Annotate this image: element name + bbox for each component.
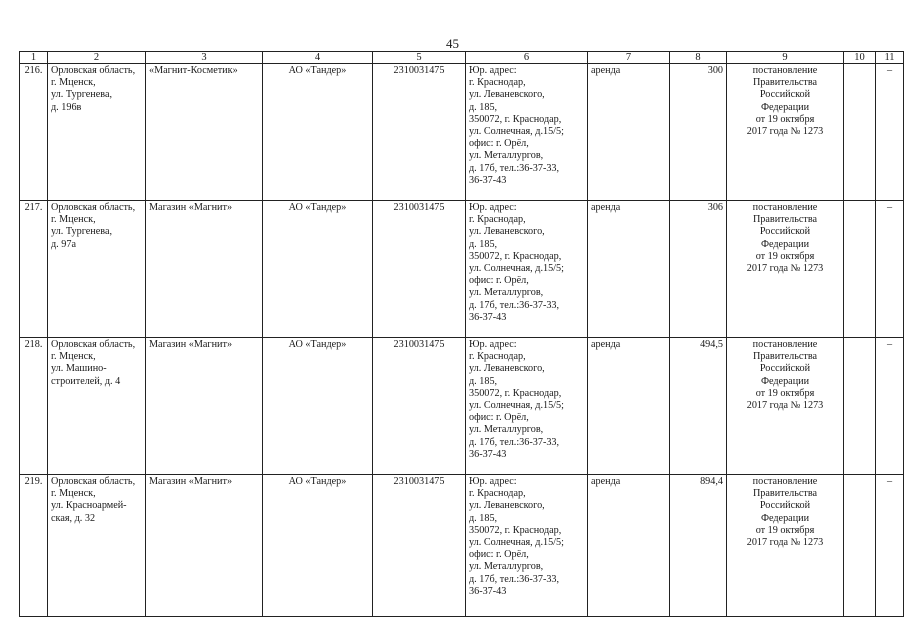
row-number: 218. xyxy=(20,338,48,475)
column-header: 9 xyxy=(727,52,844,64)
column-11-cell: – xyxy=(876,338,904,475)
object-address: Орловская область, г. Мценск, ул. Тургенева, д. 196в xyxy=(48,64,146,201)
column-header: 11 xyxy=(876,52,904,64)
registry-table xyxy=(19,51,904,617)
column-header: 5 xyxy=(373,52,466,64)
column-header: 10 xyxy=(844,52,876,64)
table-row xyxy=(20,64,904,201)
column-header: 8 xyxy=(670,52,727,64)
owner-contacts: Юр. адрес: г. Краснодар, ул. Леваневского, д. 185, 350072, г. Краснодар, ул. Солнечная, д.15/5; офис: г. Орёл, ул. Металлургов, д. 17б, тел.:36-37-33, 36-37-43 xyxy=(466,64,588,201)
object-address: Орловская область, г. Мценск, ул. Тургенева, д. 97а xyxy=(48,201,146,338)
owner-inn: 2310031475 xyxy=(373,475,466,617)
object-name: Магазин «Магнит» xyxy=(146,201,263,338)
object-name: «Магнит-Косметик» xyxy=(146,64,263,201)
column-header: 7 xyxy=(588,52,670,64)
owner-name: АО «Тандер» xyxy=(263,475,373,617)
table-row xyxy=(20,338,904,475)
usage-basis: аренда xyxy=(588,201,670,338)
table-row xyxy=(20,201,904,338)
object-name: Магазин «Магнит» xyxy=(146,338,263,475)
usage-basis: аренда xyxy=(588,64,670,201)
owner-inn: 2310031475 xyxy=(373,338,466,475)
page-number: 45 xyxy=(446,36,459,51)
object-name: Магазин «Магнит» xyxy=(146,475,263,617)
column-header: 6 xyxy=(466,52,588,64)
table-row xyxy=(20,475,904,617)
column-10-cell xyxy=(844,64,876,201)
column-10-cell xyxy=(844,201,876,338)
owner-contacts: Юр. адрес: г. Краснодар, ул. Леваневского, д. 185, 350072, г. Краснодар, ул. Солнечная, д.15/5; офис: г. Орёл, ул. Металлургов, д. 17б, тел.:36-37-33, 36-37-43 xyxy=(466,201,588,338)
owner-inn: 2310031475 xyxy=(373,201,466,338)
column-number-row xyxy=(20,52,904,64)
owner-name: АО «Тандер» xyxy=(263,64,373,201)
object-address: Орловская область, г. Мценск, ул. Машино- строителей, д. 4 xyxy=(48,338,146,475)
column-10-cell xyxy=(844,338,876,475)
row-number: 219. xyxy=(20,475,48,617)
column-11-cell: – xyxy=(876,475,904,617)
column-11-cell: – xyxy=(876,64,904,201)
row-number: 217. xyxy=(20,201,48,338)
usage-basis: аренда xyxy=(588,338,670,475)
column-header: 4 xyxy=(263,52,373,64)
object-area: 894,4 xyxy=(670,475,727,617)
column-10-cell xyxy=(844,475,876,617)
object-area: 494,5 xyxy=(670,338,727,475)
owner-contacts: Юр. адрес: г. Краснодар, ул. Леваневского, д. 185, 350072, г. Краснодар, ул. Солнечная, д.15/5; офис: г. Орёл, ул. Металлургов, д. 17б, тел.:36-37-33, 36-37-43 xyxy=(466,338,588,475)
column-header: 3 xyxy=(146,52,263,64)
object-area: 300 xyxy=(670,64,727,201)
object-area: 306 xyxy=(670,201,727,338)
owner-inn: 2310031475 xyxy=(373,64,466,201)
column-11-cell: – xyxy=(876,201,904,338)
column-header: 2 xyxy=(48,52,146,64)
legal-document: постановление Правительства Российской Федерации от 19 октября 2017 года № 1273 xyxy=(727,475,844,617)
row-number: 216. xyxy=(20,64,48,201)
usage-basis: аренда xyxy=(588,475,670,617)
object-address: Орловская область, г. Мценск, ул. Красноармей- ская, д. 32 xyxy=(48,475,146,617)
owner-name: АО «Тандер» xyxy=(263,338,373,475)
owner-contacts: Юр. адрес: г. Краснодар, ул. Леваневского, д. 185, 350072, г. Краснодар, ул. Солнечная, д.15/5; офис: г. Орёл, ул. Металлургов, д. 17б, тел.:36-37-33, 36-37-43 xyxy=(466,475,588,617)
legal-document: постановление Правительства Российской Федерации от 19 октября 2017 года № 1273 xyxy=(727,64,844,201)
legal-document: постановление Правительства Российской Федерации от 19 октября 2017 года № 1273 xyxy=(727,201,844,338)
legal-document: постановление Правительства Российской Федерации от 19 октября 2017 года № 1273 xyxy=(727,338,844,475)
owner-name: АО «Тандер» xyxy=(263,201,373,338)
column-header: 1 xyxy=(20,52,48,64)
